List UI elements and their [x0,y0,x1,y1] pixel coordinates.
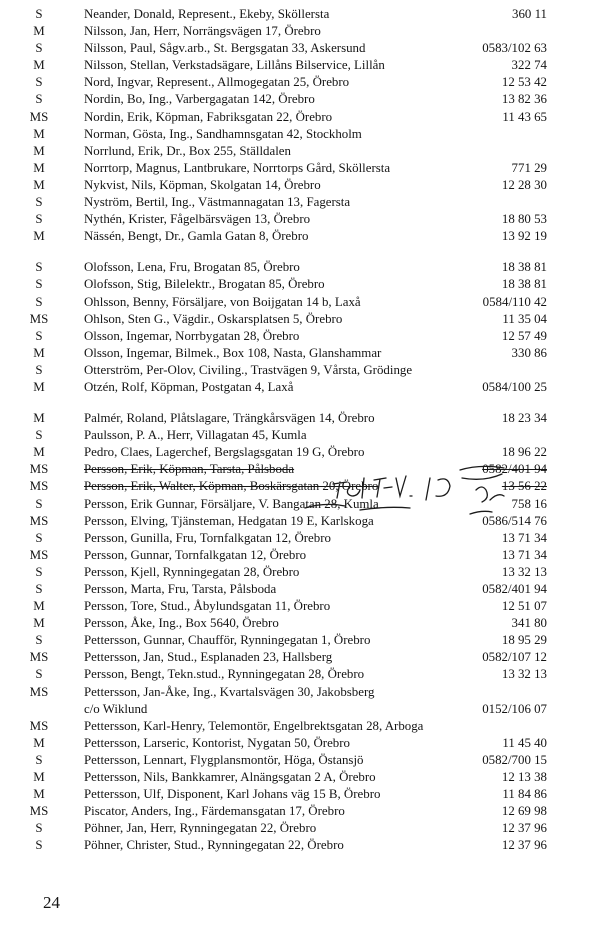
membership-code: M [33,787,45,802]
membership-code: S [35,41,43,56]
directory-row [0,311,600,328]
membership-code: M [33,345,45,360]
phone-number: 18 95 29 [501,633,547,648]
phone-number: 758 16 [511,496,547,511]
member-entry: Pettersson, Larseric, Kontorist, Nygatan 50, Örebro [84,735,350,750]
directory-row [0,615,600,632]
phone-number: 13 56 22 [501,479,547,494]
membership-code: M [33,379,45,394]
directory-row [0,735,600,752]
member-entry: Persson, Gunilla, Fru, Tornfalkgatan 12, Örebro [84,530,331,545]
membership-code: S [35,212,43,227]
directory-row [0,228,600,245]
phone-number: 322 74 [511,58,547,73]
phone-number: 12 13 38 [501,770,547,785]
membership-code: MS [29,311,49,326]
phone-number: 12 28 30 [501,177,547,192]
member-entry: Persson, Erik, Walter, Köpman, Boskärsgatan 20, Örebro [84,479,379,494]
membership-code: S [35,496,43,511]
directory-row [0,143,600,160]
directory-row [0,379,600,396]
phone-number: 12 53 42 [501,75,547,90]
membership-code: S [35,328,43,343]
member-entry: Norrlund, Erik, Dr., Box 255, Ställdalen [84,143,291,158]
directory-row [0,211,600,228]
phone-number: 12 57 49 [501,328,547,343]
member-entry: Nässén, Bengt, Dr., Gamla Gatan 8, Örebro [84,229,309,244]
member-entry: c/o Wiklund [84,701,148,716]
member-entry: Paulsson, P. A., Herr, Villagatan 45, Kumla [84,428,307,443]
membership-code: S [35,428,43,443]
membership-code: S [35,260,43,275]
membership-code: S [35,75,43,90]
phone-number: 0586/514 76 [482,513,547,528]
membership-code: M [33,616,45,631]
member-entry: Nyström, Bertil, Ing., Västmannagatan 13, Fagersta [84,195,351,210]
member-entry: Persson, Tore, Stud., Åbylundsgatan 11, Örebro [84,599,331,614]
phone-number: 18 38 81 [501,277,547,292]
membership-code: S [35,582,43,596]
membership-code: S [35,752,43,767]
phone-number: 18 23 34 [501,411,547,426]
phone-number: 12 37 96 [501,838,547,853]
membership-code: MS [29,479,49,494]
member-entry: Pettersson, Jan-Åke, Ing., Kvartalsvägen 30, Jakobsberg [84,684,375,699]
membership-code: M [33,177,45,192]
directory-row [0,769,600,786]
directory-row [0,57,600,74]
membership-code: M [33,770,45,785]
member-entry: Pettersson, Lennart, Flygplansmontör, Höga, Östansjö [84,752,364,767]
directory-row [0,496,600,513]
membership-code: M [33,599,45,614]
member-entry: Olofsson, Lena, Fru, Brogatan 85, Örebro [84,260,300,275]
directory-row [0,666,600,683]
directory-row [0,444,600,461]
member-entry: Neander, Donald, Represent., Ekeby, Sköllersta [84,7,330,21]
directory-row [0,427,600,444]
member-entry: Piscator, Anders, Ing., Färdemansgatan 17, Örebro [84,804,345,819]
directory-row [0,177,600,194]
page-number: 24 [43,893,60,912]
directory-row [0,6,600,23]
directory-row [0,803,600,820]
member-entry: Persson, Gunnar, Tornfalkgatan 12, Örebro [84,547,307,562]
membership-code: M [33,143,45,158]
directory-row [0,194,600,211]
membership-code: MS [29,684,49,699]
member-entry: Pettersson, Gunnar, Chaufför, Rynningegatan 1, Örebro [84,633,371,648]
membership-code: MS [29,650,49,665]
member-entry: Nilsson, Jan, Herr, Norrängsvägen 17, Örebro [84,24,321,39]
member-entry: Pöhner, Jan, Herr, Rynningegatan 22, Örebro [84,821,317,836]
directory-row [0,752,600,769]
member-entry: Otzén, Rolf, Köpman, Postgatan 4, Laxå [84,379,294,394]
member-entry: Persson, Erik Gunnar, Försäljare, V. Bangatan 28, Kumla [84,496,379,511]
membership-code: S [35,362,43,377]
phone-number: 0584/100 25 [482,379,547,394]
member-entry: Nord, Ingvar, Represent., Allmogegatan 25, Örebro [84,75,350,90]
member-entry: Nilsson, Paul, Sågv.arb., St. Bergsgatan 33, Askersund [84,41,366,56]
membership-code: S [35,294,43,309]
member-entry: Persson, Kjell, Rynningegatan 28, Örebro [84,564,300,579]
member-entry: Olofsson, Stig, Bilelektr., Brogatan 85, Örebro [84,277,325,292]
member-entry: Olsson, Ingemar, Norrbygatan 28, Örebro [84,328,300,343]
membership-code: M [33,24,45,39]
member-entry: Nilsson, Stellan, Verkstadsägare, Lillåns Bilservice, Lillån [84,58,385,73]
membership-code: MS [29,804,49,819]
phone-number: 360 11 [512,7,547,21]
membership-code: S [35,838,43,853]
directory-row [0,649,600,666]
directory-row [0,684,600,701]
directory-row [0,530,600,547]
membership-code: S [35,821,43,836]
directory-row [0,461,600,478]
membership-code: S [35,277,43,292]
member-entry: Nythén, Krister, Fågelbärsvägen 13, Örebro [84,212,311,227]
phone-number: 12 51 07 [501,599,547,614]
directory-row [0,410,600,427]
membership-code: M [33,735,45,750]
member-entry: Pöhner, Christer, Stud., Rynningegatan 22, Örebro [84,838,344,853]
member-entry: Persson, Erik, Köpman, Tarsta, Pålsboda [84,462,295,477]
membership-code: S [35,564,43,579]
membership-code: M [33,160,45,175]
membership-code: S [35,667,43,682]
membership-code: S [35,7,43,21]
member-entry: Persson, Elving, Tjänsteman, Hedgatan 19 E, Karlskoga [84,513,374,528]
directory-row [0,23,600,40]
directory-row [0,598,600,615]
member-entry: Norman, Gösta, Ing., Sandhamnsgatan 42, Stockholm [84,126,362,141]
phone-number: 13 32 13 [501,564,547,579]
directory-row [0,91,600,108]
phone-number: 13 92 19 [501,229,547,244]
membership-code: MS [29,718,49,733]
phone-number: 11 84 86 [502,787,547,802]
directory-row [0,718,600,735]
phone-number: 18 38 81 [501,260,547,275]
member-entry: Ohlson, Sten G., Vägdir., Oskarsplatsen 5, Örebro [84,311,343,326]
membership-code: S [35,195,43,210]
member-entry: Otterström, Per-Olov, Civiling., Trastvägen 9, Vårsta, Grödinge [84,362,413,377]
directory-row [0,276,600,293]
phone-number: 0584/110 42 [482,294,547,309]
member-entry: Persson, Bengt, Tekn.stud., Rynningegatan 28, Örebro [84,667,365,682]
phone-number: 341 80 [511,616,547,631]
phone-number: 0152/106 07 [482,701,547,716]
phone-number: 330 86 [511,345,547,360]
directory-row [0,820,600,837]
member-entry: Norrtorp, Magnus, Lantbrukare, Norrtorps Gård, Sköllersta [84,160,391,175]
directory-row [0,126,600,143]
membership-code: M [33,445,45,460]
membership-code: M [33,229,45,244]
phone-number: 11 43 65 [502,109,547,124]
phone-number: 0582/401 94 [482,582,547,596]
phone-number: 12 69 98 [501,804,547,819]
membership-code: MS [29,513,49,528]
phone-number: 13 32 13 [501,667,547,682]
membership-code: S [35,530,43,545]
section-gap [0,245,600,259]
membership-code: MS [29,547,49,562]
directory-row [0,478,600,495]
directory-row [0,701,600,718]
phone-number: 771 29 [511,160,547,175]
membership-code: M [33,126,45,141]
membership-code: S [35,92,43,107]
directory-row [0,581,600,598]
member-entry: Persson, Marta, Fru, Tarsta, Pålsboda [84,582,277,596]
directory-row [0,547,600,564]
phone-number: 13 82 36 [501,92,547,107]
directory-row [0,564,600,581]
membership-code: MS [29,109,49,124]
phone-number: 0582/700 15 [482,752,547,767]
member-entry: Pettersson, Karl-Henry, Telemontör, Engelbrektsgatan 28, Arboga [84,718,424,733]
member-entry: Nykvist, Nils, Köpman, Skolgatan 14, Örebro [84,177,321,192]
directory-row [0,362,600,379]
member-directory [0,6,600,855]
directory-row [0,294,600,311]
directory-row [0,109,600,126]
directory-row [0,328,600,345]
member-entry: Ohlsson, Benny, Försäljare, von Boijgatan 14 b, Laxå [84,294,361,309]
phone-number: 13 71 34 [501,547,547,562]
directory-row [0,632,600,649]
phone-number: 0582/107 12 [482,650,547,665]
directory-row [0,786,600,803]
phone-number: 0583/102 63 [482,41,547,56]
phone-number: 13 71 34 [501,530,547,545]
phone-number: 18 96 22 [501,445,547,460]
member-entry: Nordin, Erik, Köpman, Fabriksgatan 22, Örebro [84,109,333,124]
directory-row [0,40,600,57]
directory-row [0,74,600,91]
directory-row [0,837,600,854]
member-entry: Pettersson, Ulf, Disponent, Karl Johans väg 15 B, Örebro [84,787,381,802]
directory-row [0,160,600,177]
membership-code: S [35,633,43,648]
member-entry: Pettersson, Nils, Bankkamrer, Alnängsgatan 2 A, Örebro [84,770,376,785]
directory-row [0,345,600,362]
directory-row [0,259,600,276]
phone-number: 0582/401 94 [482,462,547,477]
member-entry: Pettersson, Jan, Stud., Esplanaden 23, Hallsberg [84,650,333,665]
member-entry: Nordin, Bo, Ing., Varbergagatan 142, Örebro [84,92,315,107]
member-entry: Persson, Åke, Ing., Box 5640, Örebro [84,616,279,631]
member-entry: Pedro, Claes, Lagerchef, Bergslagsgatan 19 G, Örebro [84,445,365,460]
membership-code: M [33,58,45,73]
directory-row [0,513,600,530]
member-entry: Palmér, Roland, Plåtslagare, Trängkårsvägen 14, Örebro [84,411,375,426]
member-entry: Olsson, Ingemar, Bilmek., Box 108, Nasta, Glanshammar [84,345,382,360]
phone-number: 11 45 40 [502,735,547,750]
phone-number: 11 35 04 [502,311,547,326]
phone-number: 18 80 53 [501,212,547,227]
membership-code: M [33,411,45,426]
membership-code: MS [29,462,49,477]
section-gap [0,396,600,410]
phone-number: 12 37 96 [501,821,547,836]
